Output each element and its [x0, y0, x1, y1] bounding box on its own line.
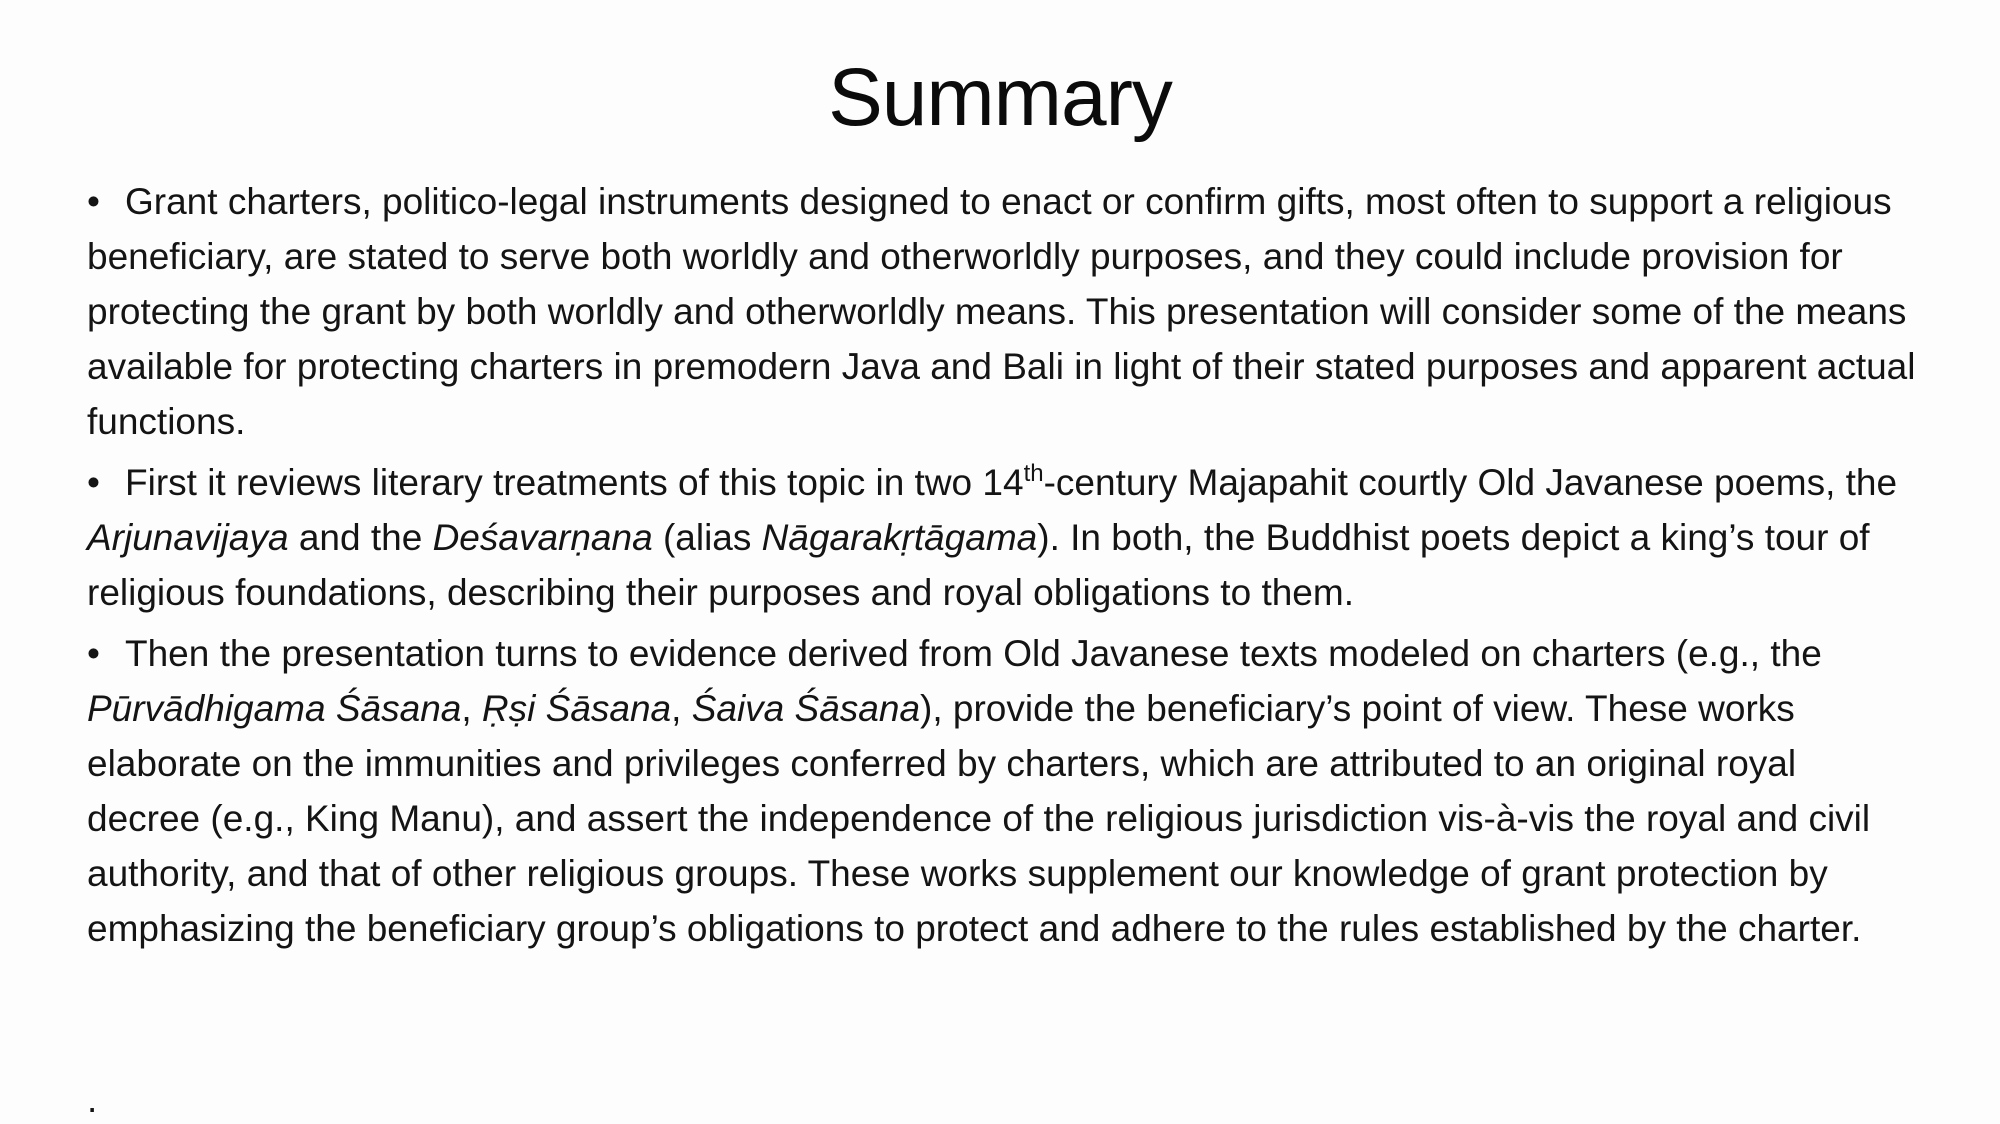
- title-arjunavijaya: Arjunavijaya: [87, 517, 289, 558]
- trailing-dot: .: [87, 1079, 98, 1120]
- title-purvadhigama-sasana: Pūrvādhigama Śāsana: [87, 688, 462, 729]
- bullet-2-text-e: ). In both, the Buddhist poets depict a king’s tour of religious foundations, describing their purposes and royal obligations to them.: [87, 517, 1870, 613]
- bullet-1-text: Grant charters, politico-legal instruments designed to enact or confirm gifts, most often to support a religious beneficiary, are stated to serve both worldly and otherworldly purposes, and they could include provision for protecting the grant by both worldly and otherworldly means. This presentation will consider some of the means available for protecting charters in premodern Java and Bali in light of their stated purposes and apparent actual functions.: [87, 181, 1916, 442]
- title-rsi-sasana: Ṛṣi Śāsana: [481, 688, 672, 729]
- bullet-3-text-c: ,: [671, 688, 692, 729]
- bullet-3-text-d: ), provide the beneficiary’s point of view. These works elaborate on the immunities and privileges conferred by charters, which are attributed to an original royal decree (e.g., King Manu), and assert the independence of the religious jurisdiction vis-à-vis the royal and civil authority, and that of other religious groups. These works supplement our knowledge of grant protection by emphasizing the beneficiary group’s obligations to protect and adhere to the rules established by the charter.: [87, 688, 1871, 949]
- slide-title: Summary: [828, 52, 1172, 143]
- title-desavarnana: Deśavarṇana: [432, 517, 653, 558]
- summary-bullet-1: [87, 174, 1917, 449]
- summary-body: [87, 174, 1917, 962]
- bullet-2-text-d: (alias: [652, 517, 762, 558]
- bullet-3-text-a: Then the presentation turns to evidence derived from Old Javanese texts modeled on charters (e.g., the: [125, 633, 1822, 674]
- bullet-marker: •: [87, 462, 100, 503]
- bullet-2-text-b: -century Majapahit courtly Old Javanese poems, the: [1043, 462, 1898, 503]
- summary-bullet-2: [87, 455, 1917, 620]
- ordinal-superscript: th: [1023, 460, 1044, 487]
- title-saiva-sasana: Śaiva Śāsana: [691, 688, 921, 729]
- bullet-2-text-a: First it reviews literary treatments of this topic in two 14: [125, 462, 1024, 503]
- bullet-marker: •: [87, 633, 100, 674]
- bullet-marker: •: [87, 181, 100, 222]
- summary-bullet-3: [87, 626, 1917, 956]
- bullet-2-text-c: and the: [288, 517, 433, 558]
- title-nagarakrtagama: Nāgarakṛtāgama: [761, 517, 1038, 558]
- bullet-3-text-b: ,: [461, 688, 482, 729]
